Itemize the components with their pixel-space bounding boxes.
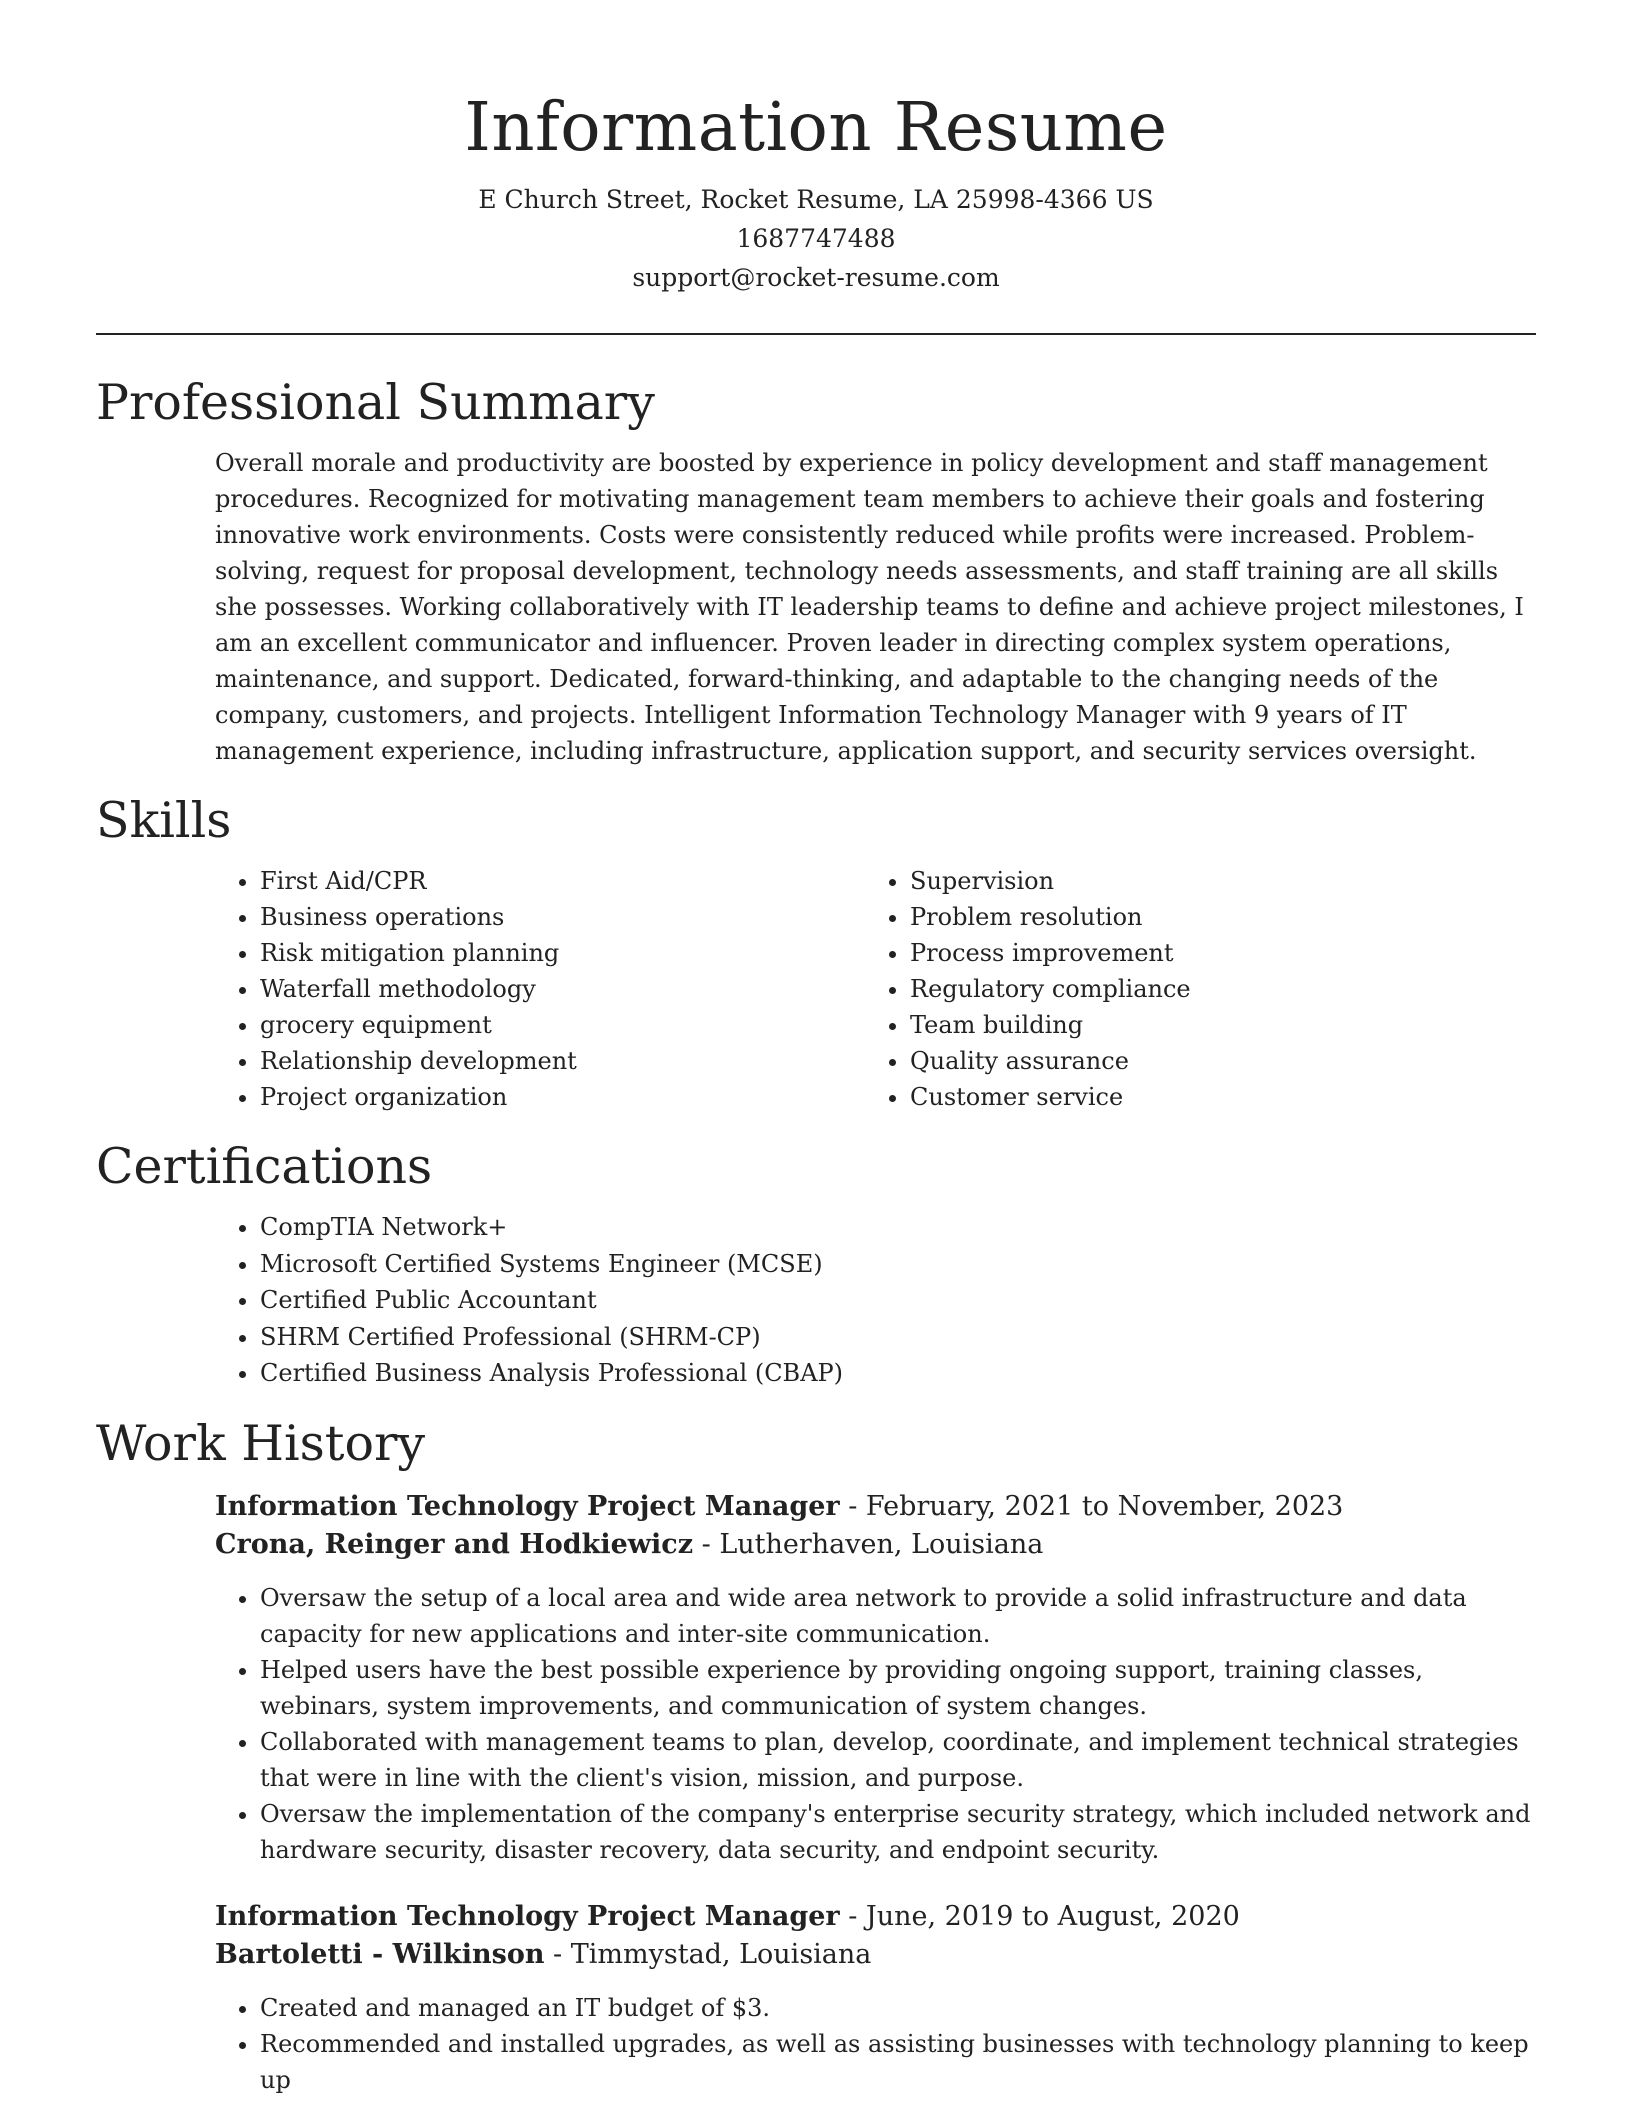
job-company: Bartoletti - Wilkinson [215,1938,545,1970]
job-bullets [215,1580,1540,1868]
contact-address: E Church Street, Rocket Resume, LA 25998-4366 US [478,185,1154,214]
contact-phone: 1687747488 [736,224,896,253]
job-title-line [215,1898,1536,1936]
skills-column-left [96,863,746,1115]
job-title-line [215,1488,1536,1526]
job-role: Information Technology Project Manager [215,1900,840,1932]
skill-item: • Problem resolution [910,899,1396,935]
contact-email: support@rocket-resume.com [632,263,1000,292]
job-company: Crona, Reinger and Hodkiewicz [215,1528,694,1560]
skill-item: • Project organization [260,1079,746,1115]
job-company-line [215,1936,1536,1974]
job-dates: - June, 2019 to August, 2020 [839,1900,1240,1932]
resume-page [96,0,1536,2098]
skill-item: • Business operations [260,899,746,935]
certification-item: • Microsoft Certified Systems Engineer (MCSE) [260,1246,1536,1283]
work-history-heading: Work History [96,1414,426,1472]
skill-item: • Risk mitigation planning [260,935,746,971]
skills-heading: Skills [96,792,232,849]
certification-item: • CompTIA Network+ [260,1209,1536,1246]
job-bullet: • Collaborated with management teams to plan, develop, coordinate, and implement technical strategies that were in line with the client's vision, mission, and purpose. [260,1724,1540,1796]
skill-item: • Team building [910,1007,1396,1043]
job-location: - Timmystad, Louisiana [544,1938,872,1970]
job-bullets [215,1990,1540,2098]
job-bullet: • Recommended and installed upgrades, as well as assisting businesses with technology planning to keep up [260,2026,1540,2098]
header-divider [96,333,1536,335]
job-dates: - February, 2021 to November, 2023 [839,1490,1344,1522]
certification-item: • Certified Public Accountant [260,1282,1536,1319]
contact-info [96,180,1536,297]
skills-column-right [746,863,1396,1115]
skill-item: • Supervision [910,863,1396,899]
job-bullet: • Helped users have the best possible experience by providing ongoing support, training classes, webinars, system improvements, and communication of system changes. [260,1652,1540,1724]
job-location: - Lutherhaven, Louisiana [693,1528,1044,1560]
skill-item: • Process improvement [910,935,1396,971]
certifications-heading: Certifications [96,1138,433,1195]
summary-heading: Professional Summary [96,374,655,431]
skill-item: • Regulatory compliance [910,971,1396,1007]
skills-list [96,863,1536,1115]
job-role: Information Technology Project Manager [215,1490,840,1522]
resume-name: Information Resume [464,88,1168,166]
job-entry [215,1488,1536,1868]
certification-item: • SHRM Certified Professional (SHRM-CP) [260,1319,1536,1356]
skill-item: • Relationship development [260,1043,746,1079]
job-entry [215,1898,1536,2098]
certification-item: • Certified Business Analysis Professional (CBAP) [260,1355,1536,1392]
job-bullet: • Created and managed an IT budget of $3. [260,1990,1540,2026]
skill-item: • grocery equipment [260,1007,746,1043]
job-bullet: • Oversaw the setup of a local area and wide area network to provide a solid infrastructure and data capacity for new applications and inter-site communication. [260,1580,1540,1652]
job-company-line [215,1526,1536,1564]
skill-item: • Customer service [910,1079,1396,1115]
skill-item: • Waterfall methodology [260,971,746,1007]
summary-text: Overall morale and productivity are boosted by experience in policy development and staff management procedures. Recognized for motivating management team members to achieve their goals and fostering innovative work environments. Costs were consistently reduced while profits were increased. Problem-solving, request for proposal development, technology needs assessments, and staff training are all skills she possesses. Working collaboratively with IT leadership teams to define and achieve project milestones, I am an excellent communicator and influencer. Proven leader in directing complex system operations, maintenance, and support. Dedicated, forward-thinking, and adaptable to the changing needs of the company, customers, and projects. Intelligent Information Technology Manager with 9 years of IT management experience, including infrastructure, application support, and security services oversight. [215,449,1524,765]
certifications-list [96,1209,1536,1392]
skill-item: • Quality assurance [910,1043,1396,1079]
skill-item: • First Aid/CPR [260,863,746,899]
job-bullet: • Oversaw the implementation of the company's enterprise security strategy, which included network and hardware security, disaster recovery, data security, and endpoint security. [260,1796,1540,1868]
